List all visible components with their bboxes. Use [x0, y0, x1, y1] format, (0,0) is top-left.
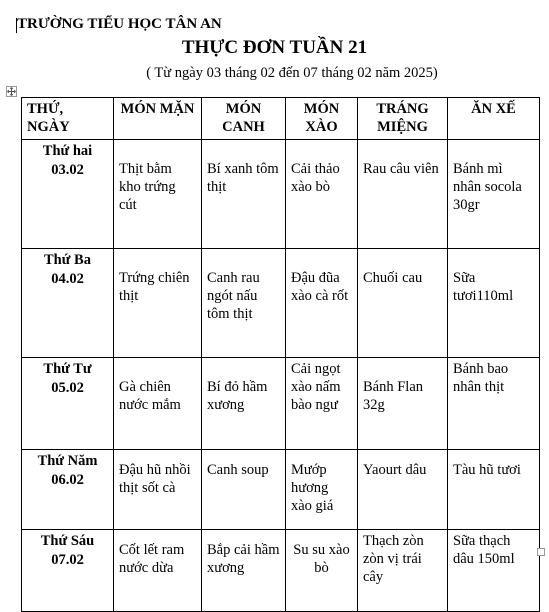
mon-man-text: Gà chiên nước mắm — [119, 379, 181, 413]
day-name: Thứ Ba — [44, 252, 91, 268]
day-name: Thứ Năm — [37, 453, 98, 469]
an-xe-text: Sữa tươi110ml — [453, 270, 514, 304]
header-an-xe: ĂN XẾ — [448, 98, 540, 140]
mon-canh-text: Bí đỏ hầm xương — [207, 379, 268, 413]
header-trang-mieng: TRÁNG MIỆNG — [358, 98, 448, 140]
an-xe-text: Sữa thạch dâu 150ml — [453, 533, 515, 567]
mon-man-cell — [114, 530, 202, 612]
day-cell — [22, 358, 114, 450]
date-range-subtitle: ( Từ ngày 03 tháng 02 đến 07 tháng 02 năm 2025) — [146, 65, 438, 81]
header-mon-canh: MÓN CANH — [202, 98, 286, 140]
weekly-menu-table — [21, 97, 540, 612]
mon-canh-text: Bí xanh tôm thịt — [207, 161, 279, 195]
table-row — [22, 530, 540, 612]
table-move-handle-icon[interactable] — [6, 86, 17, 97]
header-mon-xao: MÓN XÀO — [286, 98, 358, 140]
mon-xao-text: Cải ngọt xào nấm bào ngư — [291, 361, 341, 413]
table-row — [22, 358, 540, 450]
trang-mieng-text: Chuối cau — [363, 270, 423, 286]
mon-man-text: Đậu hũ nhồi thịt sốt cà — [119, 462, 191, 496]
mon-canh-cell — [202, 530, 286, 612]
mon-xao-cell — [286, 140, 358, 249]
mon-man-cell — [114, 249, 202, 358]
table-row — [22, 140, 540, 249]
school-name: TRƯỜNG TIỂU HỌC TÂN AN — [17, 16, 222, 32]
trang-mieng-text: Bánh Flan 32g — [363, 379, 424, 413]
day-date: 06.02 — [51, 472, 84, 488]
table-row — [22, 450, 540, 530]
day-date: 07.02 — [51, 552, 84, 568]
day-cell — [22, 530, 114, 612]
mon-xao-cell — [286, 530, 358, 612]
mon-canh-cell — [202, 450, 286, 530]
header-day: THỨ, NGÀY — [22, 98, 114, 140]
an-xe-text: Bánh bao nhân thịt — [453, 361, 509, 395]
mon-xao-text: Su su xào bò — [293, 542, 350, 576]
mon-canh-text: Canh rau ngót nấu tôm thịt — [207, 270, 260, 322]
trang-mieng-text: Yaourt dâu — [363, 462, 427, 478]
mon-canh-text: Canh soup — [207, 462, 269, 478]
day-cell — [22, 140, 114, 249]
an-xe-text: Bánh mì nhân socola 30gr — [453, 161, 522, 213]
trang-mieng-cell — [358, 358, 448, 450]
mon-man-text: Cốt lết ram nước dừa — [119, 542, 185, 576]
trang-mieng-text: Thạch zòn zòn vị trái cây — [363, 533, 424, 585]
an-xe-text: Tàu hũ tươi — [453, 462, 521, 478]
day-date: 04.02 — [51, 271, 84, 287]
mon-xao-cell — [286, 450, 358, 530]
an-xe-cell — [448, 358, 540, 450]
day-name: Thứ hai — [42, 143, 93, 159]
day-name: Thứ Sáu — [40, 533, 95, 549]
trang-mieng-text: Rau câu viên — [363, 161, 439, 177]
mon-canh-cell — [202, 358, 286, 450]
menu-title: THỰC ĐƠN TUẦN 21 — [181, 37, 368, 58]
trang-mieng-cell — [358, 249, 448, 358]
table-resize-handle-icon[interactable] — [537, 548, 545, 556]
an-xe-cell — [448, 249, 540, 358]
table-header-row — [22, 98, 540, 140]
mon-xao-text: Đậu đũa xào cà rốt — [291, 270, 349, 304]
mon-xao-cell — [286, 358, 358, 450]
header-mon-man: MÓN MẶN — [114, 98, 202, 140]
mon-canh-text: Bắp cải hầm xương — [207, 542, 280, 576]
table-row — [22, 249, 540, 358]
day-cell — [22, 450, 114, 530]
trang-mieng-cell — [358, 530, 448, 612]
mon-canh-cell — [202, 140, 286, 249]
an-xe-cell — [448, 530, 540, 612]
mon-xao-cell — [286, 249, 358, 358]
mon-man-text: Trứng chiên thịt — [119, 270, 190, 304]
an-xe-cell — [448, 140, 540, 249]
trang-mieng-cell — [358, 450, 448, 530]
day-cell — [22, 249, 114, 358]
mon-man-cell — [114, 450, 202, 530]
mon-man-text: Thịt bằm kho trứng cút — [119, 161, 176, 213]
day-date: 03.02 — [51, 162, 84, 178]
mon-man-cell — [114, 358, 202, 450]
mon-xao-text: Mướp hương xào giá — [291, 462, 334, 514]
trang-mieng-cell — [358, 140, 448, 249]
day-date: 05.02 — [51, 380, 84, 396]
mon-man-cell — [114, 140, 202, 249]
mon-xao-text: Cải thảo xào bò — [291, 161, 340, 195]
an-xe-cell — [448, 450, 540, 530]
day-name: Thứ Tư — [43, 361, 92, 377]
mon-canh-cell — [202, 249, 286, 358]
